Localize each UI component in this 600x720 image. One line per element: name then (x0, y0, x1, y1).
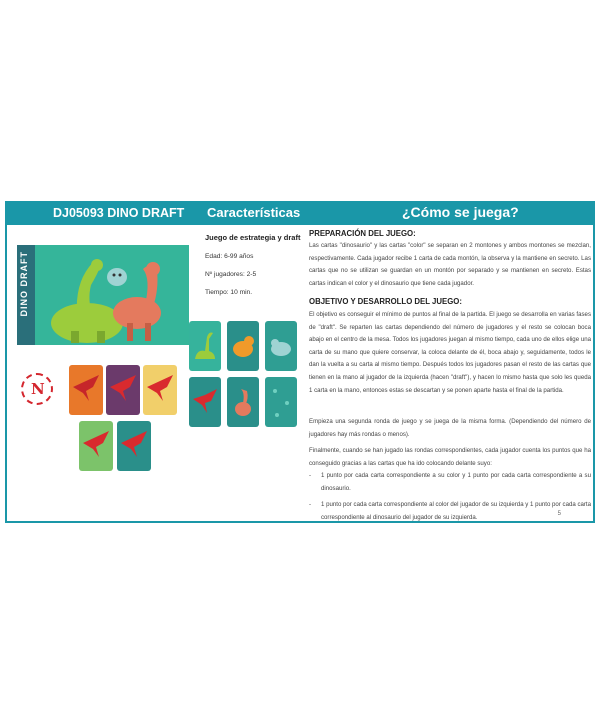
objective-heading: OBJETIVO Y DESARROLLO DEL JUEGO: (309, 297, 462, 306)
preparation-heading: PREPARACIÓN DEL JUEGO: (309, 229, 416, 238)
pterodactyl-icon (117, 421, 151, 471)
game-box-image (17, 245, 189, 345)
color-card (143, 365, 177, 415)
how-to-play-heading: ¿Cómo se juega? (402, 204, 519, 220)
play-time: Tiempo: 10 min. (205, 289, 253, 296)
triceratops-icon (227, 321, 259, 371)
parasaurolophus-icon (227, 377, 259, 427)
pterodactyl-icon (143, 365, 177, 415)
brachiosaurus-icon (189, 321, 221, 371)
color-card (106, 365, 140, 415)
dinosaur-illustration (17, 245, 189, 345)
features-column (197, 225, 305, 523)
dinosaur-card (265, 321, 297, 371)
card-back-pattern-icon (265, 377, 297, 427)
how-to-play-column (305, 225, 595, 523)
product-code-title: DJ05093 DINO DRAFT (53, 206, 185, 220)
page-number: 5 (557, 511, 561, 517)
features-title: Juego de estrategia y draft (205, 233, 301, 242)
product-images-column (7, 225, 197, 523)
color-card (117, 421, 151, 471)
ankylosaurus-icon (265, 321, 297, 371)
color-card (79, 421, 113, 471)
scoring-bullet (309, 470, 591, 495)
dinosaur-card (189, 377, 221, 427)
bullet-dash: - (309, 472, 312, 479)
preparation-text: Las cartas "dinosaurio" y las cartas "color" se separan en 2 montones y ambos montones se mezclan, respectivamente. Cada jugador recibe 1 carta de cada montón, la observa y la mantiene en secreto. Las cartas que no se utilizan se guardan en un montón por separado y se mantienen en secreto. Estas cartas indican el color y el dinosaurio que tiene cada jugador. (309, 242, 591, 287)
pterodactyl-icon (79, 421, 113, 471)
product-sheet (5, 201, 595, 523)
box-title: DINO DRAFT (19, 251, 29, 317)
scoring-bullet-text: 1 punto por cada carta correspondiente a su color y 1 punto por cada carta correspondiente a su dinosaurio. (321, 472, 591, 492)
dinosaur-card (227, 321, 259, 371)
features-heading: Características (207, 205, 301, 220)
final-scoring-text: Finalmente, cuando se han jugado las rondas correspondientes, cada jugador cuenta los puntos que ha conseguido gracias a las cartas que ha ido colocando delante suyo: (309, 447, 591, 467)
player-count: Nº jugadores: 2-5 (205, 271, 257, 278)
pterodactyl-icon (189, 377, 221, 427)
dinosaur-card (189, 321, 221, 371)
header-bar (7, 203, 593, 225)
dinosaur-card (227, 377, 259, 427)
objective-text: El objetivo es conseguir el mínimo de puntos al final de la partida. El juego se desarrolla en varias fases de "draft". Se reparten las cartas dependiendo del número de jugadores y el resto se colocan boca abajo en el centro de la mesa. Todos los jugadores juegan al mismo tiempo, cada uno de ellos elige una carta de su mano que quiere conservar, la coloca delante de él, boca abajo y, seguidamente, todos le dan la vuelta a su carta al mismo tiempo. Después todos los jugadores pasan el resto de las cartas que tienen en la mano al jugador de la izquierda (hacen "draft"), y hacen lo mismo hasta que solo les queda 1 carta en la mano, entonces estas se descartan y se ponen aparte hasta el final de la partida. (309, 311, 591, 394)
dinosaur-card (265, 377, 297, 427)
brand-logo (21, 373, 53, 405)
scoring-bullet-text: 1 punto por cada carta correspondiente al color del jugador de su izquierda y 1 punto por cada carta correspondiente al dinosaurio del jugador de su izquierda. (321, 501, 591, 521)
color-card (69, 365, 103, 415)
brand-logo-letter: N (31, 380, 45, 398)
pterodactyl-icon (106, 365, 140, 415)
bullet-dash: - (309, 501, 312, 508)
pterodactyl-icon (69, 365, 103, 415)
age-range: Edad: 6-99 años (205, 253, 254, 260)
second-round-text: Empieza una segunda ronda de juego y se juega de la misma forma. (Dependiendo del número de jugadores hay más rondas o menos). (309, 418, 591, 438)
scoring-bullet (309, 499, 591, 523)
